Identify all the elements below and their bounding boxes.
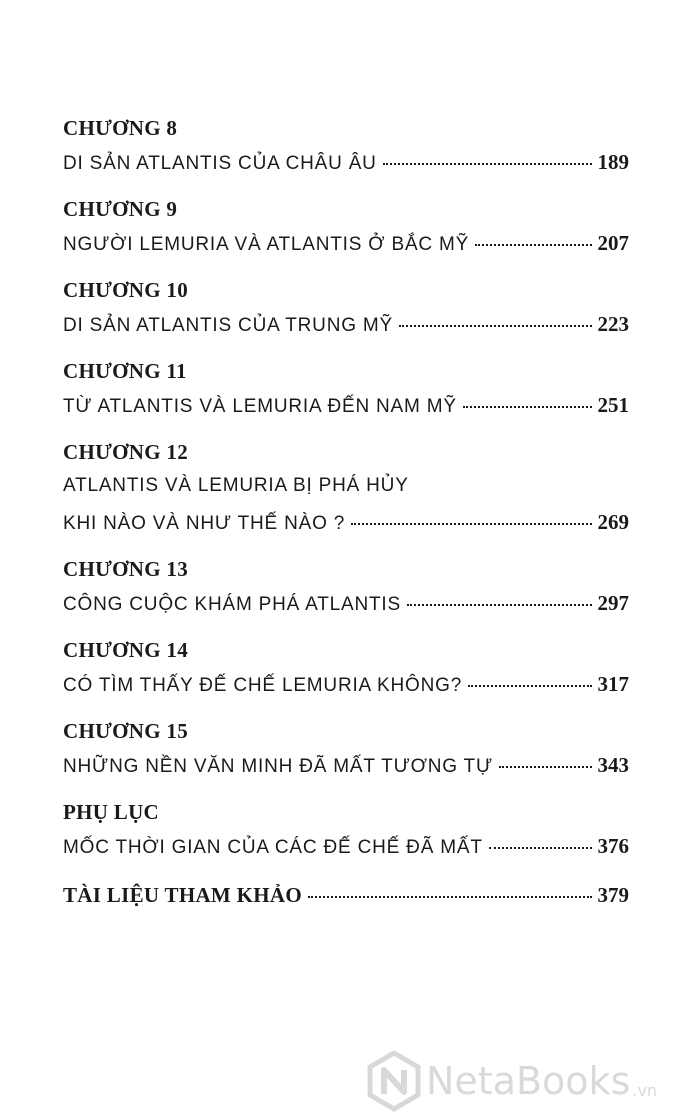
toc-entry-chapter-14 [63, 634, 629, 702]
chapter-title: NGƯỜI LEMURIA VÀ ATLANTIS Ở BẮC MỸ [63, 234, 470, 255]
page-number: 189 [597, 150, 629, 174]
toc-entry-chapter-15 [63, 715, 629, 783]
toc-entry-chapter-12 [63, 436, 629, 540]
chapter-title: DI SẢN ATLANTIS CỦA TRUNG MỸ [63, 315, 393, 336]
watermark-brand: NetaBooks [426, 1059, 631, 1103]
toc-line [63, 306, 629, 342]
chapter-title: CÓ TÌM THẤY ĐẾ CHẾ LEMURIA KHÔNG? [63, 675, 463, 696]
chapter-title: MỐC THỜI GIAN CỦA CÁC ĐẾ CHẾ ĐÃ MẤT [63, 837, 483, 858]
toc-line [63, 585, 629, 621]
chapter-label: CHƯƠNG 8 [63, 116, 178, 140]
chapter-label: PHỤ LỤC [63, 800, 160, 824]
page-number: 379 [597, 883, 629, 907]
toc-entry-chapter-13 [63, 553, 629, 621]
chapter-label: CHƯƠNG 9 [63, 197, 178, 221]
chapter-title: TỪ ATLANTIS VÀ LEMURIA ĐẾN NAM MỸ [63, 396, 457, 417]
page-number: 317 [597, 672, 629, 696]
page-number: 376 [597, 834, 629, 858]
dot-leader [308, 896, 592, 898]
dot-leader [468, 685, 591, 687]
toc-entry-chapter-9 [63, 193, 629, 261]
page-number: 251 [597, 393, 629, 417]
dot-leader [475, 244, 591, 246]
chapter-title-line-2: KHI NÀO VÀ NHƯ THẾ NÀO ? [63, 513, 346, 534]
page-number: 269 [597, 510, 629, 534]
chapter-title: DI SẢN ATLANTIS CỦA CHÂU ÂU [63, 153, 377, 174]
watermark-tld: .vn [632, 1081, 658, 1100]
toc-line [63, 747, 629, 783]
table-of-contents [63, 112, 629, 913]
toc-line [63, 504, 629, 540]
dot-leader [407, 604, 592, 606]
toc-line [63, 144, 629, 180]
page-number: 223 [597, 312, 629, 336]
chapter-label: CHƯƠNG 13 [63, 557, 188, 581]
chapter-label: CHƯƠNG 14 [63, 638, 188, 662]
toc-line [63, 828, 629, 864]
netabooks-watermark [366, 1046, 696, 1116]
toc-line [63, 877, 629, 913]
page-number: 207 [597, 231, 629, 255]
toc-line [63, 387, 629, 423]
chapter-label: CHƯƠNG 12 [63, 440, 188, 464]
chapter-title: NHỮNG NỀN VĂN MINH ĐÃ MẤT TƯƠNG TỰ [63, 756, 493, 777]
toc-line [63, 468, 629, 504]
chapter-title: CÔNG CUỘC KHÁM PHÁ ATLANTIS [63, 594, 401, 615]
chapter-label: CHƯƠNG 15 [63, 719, 188, 743]
dot-leader [489, 847, 592, 849]
dot-leader [351, 523, 591, 525]
netabooks-n-logo-icon [366, 1050, 422, 1112]
toc-entry-references [63, 877, 629, 913]
page-number: 343 [597, 753, 629, 777]
dot-leader [499, 766, 592, 768]
toc-entry-chapter-11 [63, 355, 629, 423]
toc-line [63, 666, 629, 702]
page-number: 297 [597, 591, 629, 615]
chapter-label: CHƯƠNG 11 [63, 359, 187, 383]
dot-leader [383, 163, 592, 165]
chapter-title-line-1: ATLANTIS VÀ LEMURIA BỊ PHÁ HỦY [63, 475, 409, 496]
chapter-label: CHƯƠNG 10 [63, 278, 188, 302]
toc-entry-appendix [63, 796, 629, 864]
dot-leader [463, 406, 592, 408]
toc-line [63, 225, 629, 261]
toc-entry-chapter-8 [63, 112, 629, 180]
references-title: TÀI LIỆU THAM KHẢO [63, 883, 302, 907]
toc-entry-chapter-10 [63, 274, 629, 342]
dot-leader [399, 325, 592, 327]
